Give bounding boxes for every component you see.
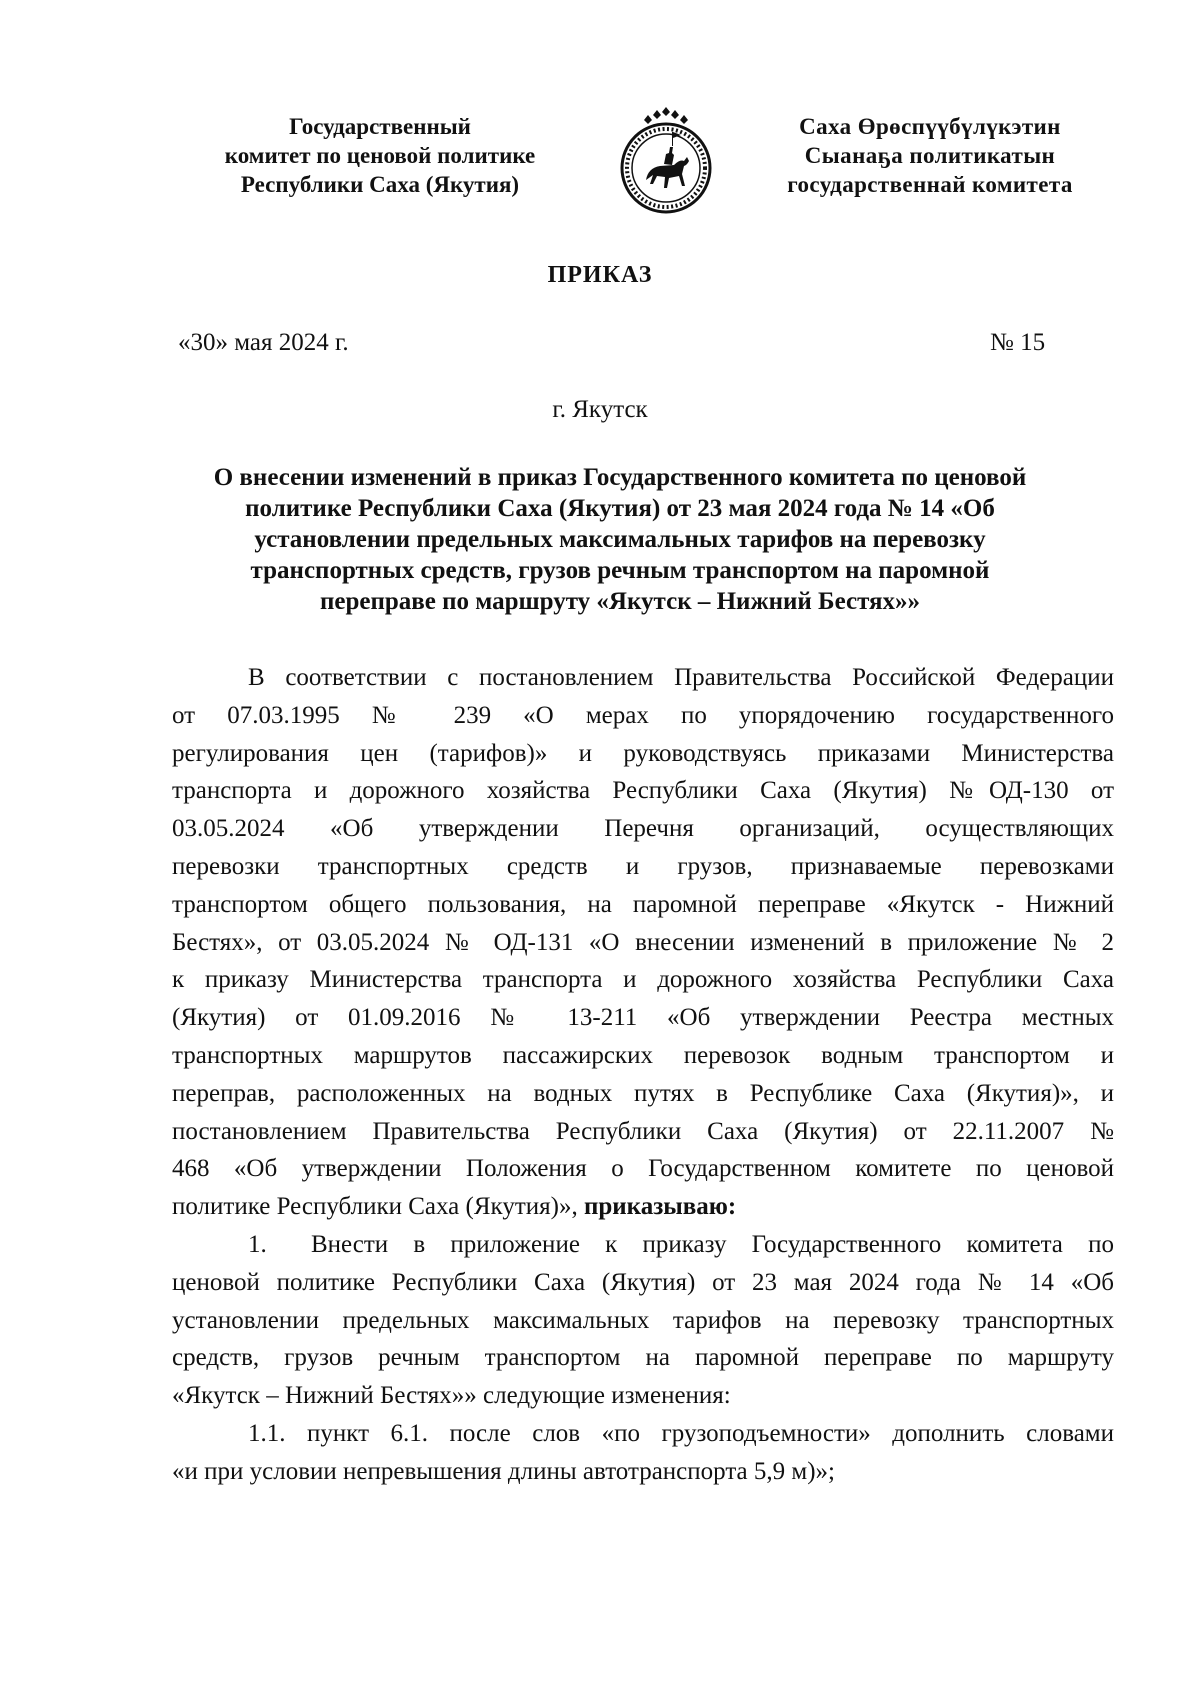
header-right-line: государственнай комитета bbox=[787, 172, 1073, 197]
paragraph-line: 03.05.2024 «Об утверждении Перечня организаций, осуществляющих bbox=[172, 815, 1114, 843]
paragraph-text: политике Республики Саха (Якутия)», bbox=[172, 1193, 578, 1221]
paragraph-line: средств, грузов речным транспортом на паромной переправе по маршруту bbox=[172, 1344, 1114, 1372]
paragraph-text: Внести в приложение к приказу Государственного комитета по bbox=[311, 1231, 1114, 1258]
document-number: № 15 bbox=[990, 329, 1046, 356]
title-line: переправе по маршруту «Якутск – Нижний Бестях»» bbox=[319, 588, 921, 615]
header-left-line: Государственный bbox=[289, 114, 471, 139]
header-right-line: Сыанаҕа политикатын bbox=[804, 143, 1056, 168]
paragraph-line: транспортом общего пользования, на паромной переправе «Якутск - Нижний bbox=[172, 890, 1114, 918]
paragraph-line: «и при условии непревышения длины автотранспорта 5,9 м)»; bbox=[172, 1457, 835, 1485]
title-line: транспортных средств, грузов речным транспортом на паромной bbox=[250, 557, 990, 584]
document-type-heading: ПРИКАЗ bbox=[547, 262, 653, 288]
paragraph-line bbox=[172, 1226, 1114, 1264]
paragraph-line: переправ, расположенных на водных путях в Республике Саха (Якутия)», и bbox=[172, 1079, 1114, 1107]
paragraph-line: установлении предельных максимальных тарифов на перевозку транспортных bbox=[172, 1306, 1114, 1334]
preamble-paragraph bbox=[172, 659, 1114, 1226]
paragraph-line: от 07.03.1995 № 239 «О мерах по упорядочению государственного bbox=[172, 701, 1114, 729]
header-right-line: Саха Өрөспүүбүлүкэтин bbox=[799, 114, 1061, 139]
paragraph-line: транспорта и дорожного хозяйства Республики Саха (Якутия) №ОД-130 от bbox=[172, 777, 1114, 805]
document-place: г. Якутск bbox=[552, 396, 648, 423]
title-line: О внесении изменений в приказ Государственного комитета по ценовой bbox=[213, 464, 1027, 491]
title-line: политике Республики Саха (Якутия) от 23 мая 2024 года № 14 «Об bbox=[245, 495, 995, 522]
paragraph-line: В соответствии с постановлением Правительства Российской Федерации bbox=[248, 664, 1114, 691]
document-title bbox=[170, 462, 1070, 617]
paragraph-line: Бестях», от 03.05.2024 № ОД-131 «О внесении изменений в приложение № 2 bbox=[172, 928, 1114, 956]
paragraph-line: «Якутск – Нижний Бестях»» следующие изменения: bbox=[172, 1382, 731, 1410]
paragraph-line: постановлением Правительства Республики Саха (Якутия) от 22.11.2007 № bbox=[172, 1117, 1114, 1145]
paragraph-line: регулирования цен (тарифов)» и руководствуясь приказами Министерства bbox=[172, 739, 1114, 767]
coat-of-arms-emblem-icon bbox=[614, 106, 718, 218]
paragraph-line: (Якутия) от 01.09.2016 № 13-211 «Об утверждении Реестра местных bbox=[172, 1004, 1114, 1032]
title-line: установлении предельных максимальных тарифов на перевозку bbox=[254, 526, 986, 553]
header-right-organization bbox=[780, 112, 1080, 199]
order-item-1-1 bbox=[172, 1415, 1114, 1491]
header-left-line: комитет по ценовой политике bbox=[224, 143, 536, 168]
header-left-organization bbox=[190, 112, 570, 199]
paragraph-line: 1.1. пункт 6.1. после слов «по грузоподъемности» дополнить словами bbox=[248, 1420, 1114, 1447]
paragraph-line: перевозки транспортных средств и грузов, признаваемые перевозками bbox=[172, 852, 1114, 880]
order-verb: приказываю: bbox=[583, 1193, 737, 1221]
paragraph-line: транспортных маршрутов пассажирских перевозок водным транспортом и bbox=[172, 1041, 1114, 1069]
header-left-line: Республики Саха (Якутия) bbox=[240, 172, 520, 197]
paragraph-line: к приказу Министерства транспорта и дорожного хозяйства Республики Саха bbox=[172, 966, 1114, 994]
paragraph-line bbox=[172, 1188, 1114, 1226]
document-date: «30» мая 2024 г. bbox=[178, 329, 349, 356]
paragraph-line: 468 «Об утверждении Положения о Государственном комитете по ценовой bbox=[172, 1155, 1114, 1183]
paragraph-line: ценовой политике Республики Саха (Якутия) от 23 мая 2024 года № 14 «Об bbox=[172, 1268, 1114, 1296]
item-number: 1. bbox=[248, 1231, 267, 1258]
order-item-1 bbox=[172, 1226, 1114, 1415]
